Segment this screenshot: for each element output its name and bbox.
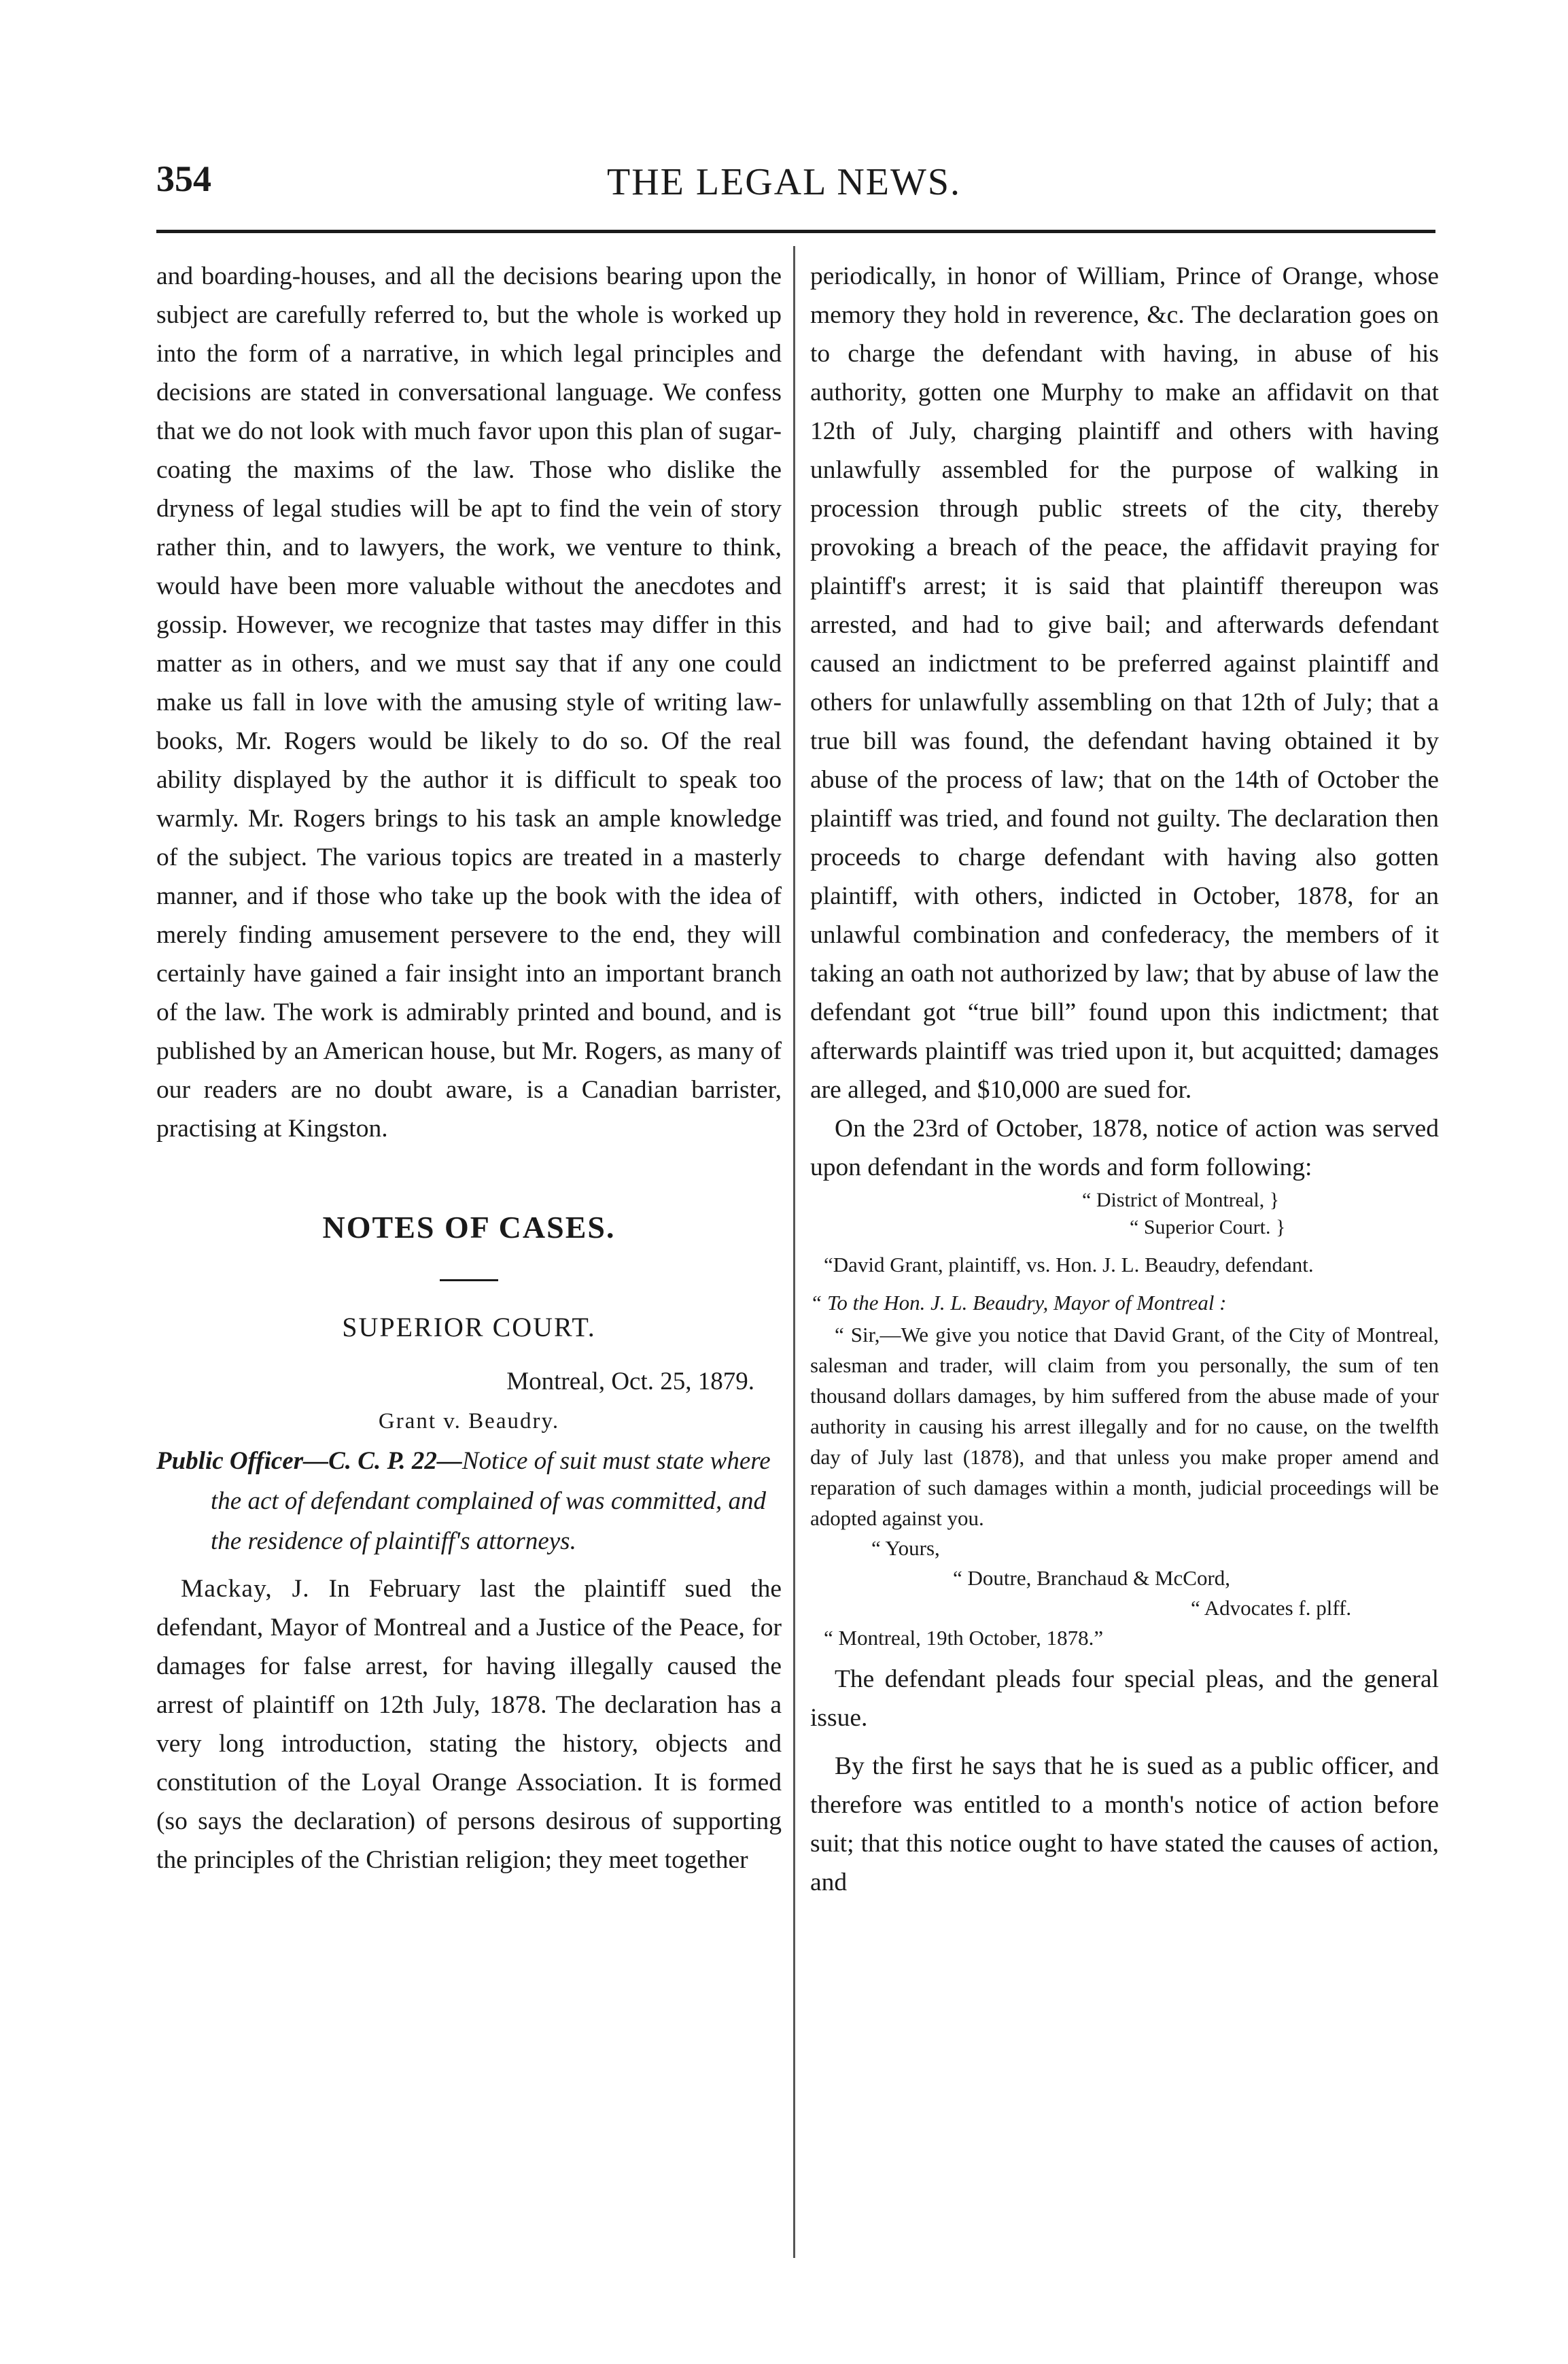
headnote-lead: Public Officer—C. C. P. 22— [156, 1447, 462, 1475]
notice-yours: “ Yours, [871, 1536, 940, 1560]
opinion-paragraph [156, 1569, 782, 1879]
case-dateline: Montreal, Oct. 25, 1879. [506, 1368, 754, 1395]
right-column [810, 257, 1439, 2330]
review-paragraph: and boarding-houses, and all the decisions bearing upon the subject are carefully referred to, but the whole is worked up into the form of a narrative, in which legal principles and decisions are stated in conversational language. We confess that we do not look with much favor upon this plan of sugar-coating the maxims of the law. Those who dislike the dryness of legal studies will be apt to find the vein of story rather thin, and to lawyers, the work, we venture to think, would have been more valuable without the anecdotes and gossip. However, we recognize that tastes may differ in this matter as in others, and we must say that if any one could make us fall in love with the amusing style of writing law-books, Mr. Rogers would be likely to do so. Of the real ability displayed by the author it is difficult to speak too warmly. Mr. Rogers brings to his task an ample knowledge of the subject. The various topics are treated in a masterly manner, and if those who take up the book with the idea of merely finding amusement persevere to the end, they will certainly have gained a fair insight into an important branch of the law. The work is admirably printed and bound, and is published by an American house, but Mr. Rogers, as many of our readers are no doubt aware, is a Canadian barrister, practising at Kingston. [156, 262, 782, 1143]
section-rule [440, 1279, 498, 1281]
pleas-paragraph: The defendant pleads four special pleas, and the general issue. [810, 1665, 1439, 1732]
judge-name: Mackay, J. [181, 1575, 310, 1603]
notice-firm: “ Doutre, Branchaud & McCord, [953, 1566, 1231, 1590]
case-title: Grant v. Beaudry. [378, 1409, 560, 1433]
notice-caption-court: “ Superior Court. } [1130, 1216, 1286, 1238]
notice-caption-district: “ District of Montreal, } [1082, 1189, 1280, 1211]
section-title: NOTES OF CASES. [322, 1210, 616, 1245]
court-heading: SUPERIOR COURT. [342, 1312, 596, 1342]
declaration-paragraph: periodically, in honor of William, Prince of Orange, whose memory they hold in reverence, &c. The declaration goes on to charge the defendant with having, in abuse of his authority, gotten one Murphy to make an affidavit on that 12th of July, charging plaintiff and others with having unlawfully assembled for the purpose of walking in procession through public streets of the city, thereby provoking a breach of the peace, the affidavit praying for plaintiff's arrest; it is said that plaintiff thereupon was arrested, and had to give bail; and afterwards defendant caused an indictment to be preferred against plaintiff and others for unlawfully assembling on that 12th of July; that a true bill was found, the defendant having obtained it by abuse of the process of law; that on the 14th of October the plaintiff was tried, and found not guilty. The declaration then proceeds to charge defendant with having also gotten plaintiff, with others, indicted in October, 1878, for an unlawful combination and confederacy, the members of it taking an oath not authorized by law; that by abuse of law the defendant got “true bill” found upon this indictment; that afterwards plaintiff was tried upon it, but acquitted; damages are alleged, and $10,000 are sued for. [810, 262, 1439, 1104]
notice-body: “ Sir,—We give you notice that David Grant, of the City of Montreal, salesman and trader, will claim from you personally, the sum of ten thousand dollars damages, by him suffered from the abuse made of your authority in causing his arrest illegally and for no cause, on the twelfth day of July last (1878), and that unless you make proper amend and reparation of such damages within a month, judicial proceedings will be adopted against you. [810, 1323, 1439, 1530]
headnote-rest: Notice of suit must state where the act of defendant complained of was committed, and the residence of plaintiff's attorneys. [211, 1447, 771, 1555]
notice-parties: “David Grant, plaintiff, vs. Hon. J. L. Beaudry, defendant. [824, 1253, 1314, 1276]
headnote [156, 1441, 782, 1561]
column-rule [793, 246, 795, 2258]
page-number: 354 [156, 158, 211, 199]
header-rule [156, 230, 1435, 233]
left-column [156, 257, 782, 2330]
running-head: THE LEGAL NEWS. [607, 161, 961, 203]
notice-role: “ Advocates f. plff. [1191, 1596, 1352, 1620]
opinion-text: In February last the plaintiff sued the defendant, Mayor of Montreal and a Justice of the Peace, for damages for false arrest, for having illegally caused the arrest of plaintiff on 12th July, 1878. The declaration has a very long introduction, stating the history, objects and constitution of the Loyal Orange Association. It is formed (so says the declaration) of persons desirous of supporting the principles of the Christian religion; they meet together [156, 1575, 782, 1874]
notice-place: “ Montreal, 19th October, 1878.” [824, 1626, 1104, 1650]
first-plea-paragraph: By the first he says that he is sued as a public officer, and therefore was entitled to a month's notice of action before suit; that this notice ought to have stated the causes of action, and [810, 1752, 1439, 1896]
notice-intro-paragraph: On the 23rd of October, 1878, notice of action was served upon defendant in the words and form following: [810, 1115, 1439, 1181]
notice-addressee: “ To the Hon. J. L. Beaudry, Mayor of Montreal : [810, 1291, 1227, 1315]
